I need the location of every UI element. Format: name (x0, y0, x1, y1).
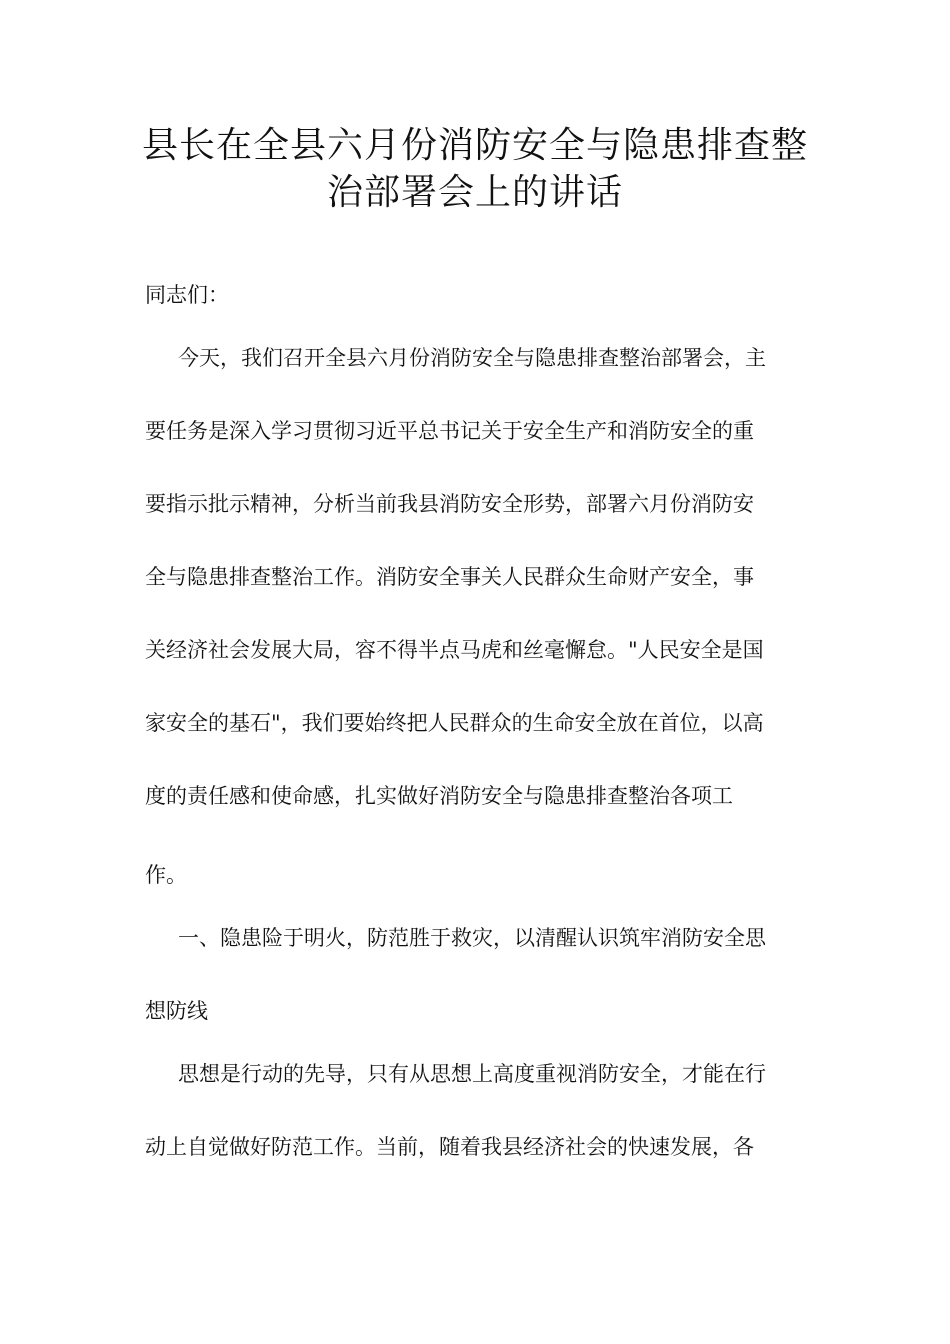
paragraph-line: 家安全的基石"，我们要始终把人民群众的生命安全放在首位，以高 (145, 711, 764, 735)
paragraph-line: 全与隐患排查整治工作。消防安全事关人民群众生命财产安全，事 (145, 565, 754, 589)
paragraph-line: 关经济社会发展大局，容不得半点马虎和丝毫懈怠。"人民安全是国 (145, 638, 764, 662)
paragraph-line: 作。 (145, 863, 187, 887)
section-heading-line: 一、隐患险于明火，防范胜于救灾，以清醒认识筑牢消防安全思 (178, 926, 766, 950)
paragraph-line: 思想是行动的先导，只有从思想上高度重视消防安全，才能在行 (178, 1062, 766, 1086)
section-heading-line: 想防线 (145, 999, 208, 1023)
document-title-line-2: 治部署会上的讲话 (326, 172, 623, 213)
paragraph-line: 要任务是深入学习贯彻习近平总书记关于安全生产和消防安全的重 (145, 419, 754, 443)
paragraph-line: 今天，我们召开全县六月份消防安全与隐患排查整治部署会，主 (178, 346, 766, 370)
paragraph-line: 要指示批示精神，分析当前我县消防安全形势，部署六月份消防安 (145, 492, 754, 516)
salutation: 同志们： (145, 283, 229, 307)
document-title-line-1: 县长在全县六月份消防安全与隐患排查整 (141, 125, 808, 166)
paragraph-line: 动上自觉做好防范工作。当前，随着我县经济社会的快速发展，各 (145, 1135, 754, 1159)
paragraph-line: 度的责任感和使命感，扎实做好消防安全与隐患排查整治各项工 (145, 784, 733, 808)
